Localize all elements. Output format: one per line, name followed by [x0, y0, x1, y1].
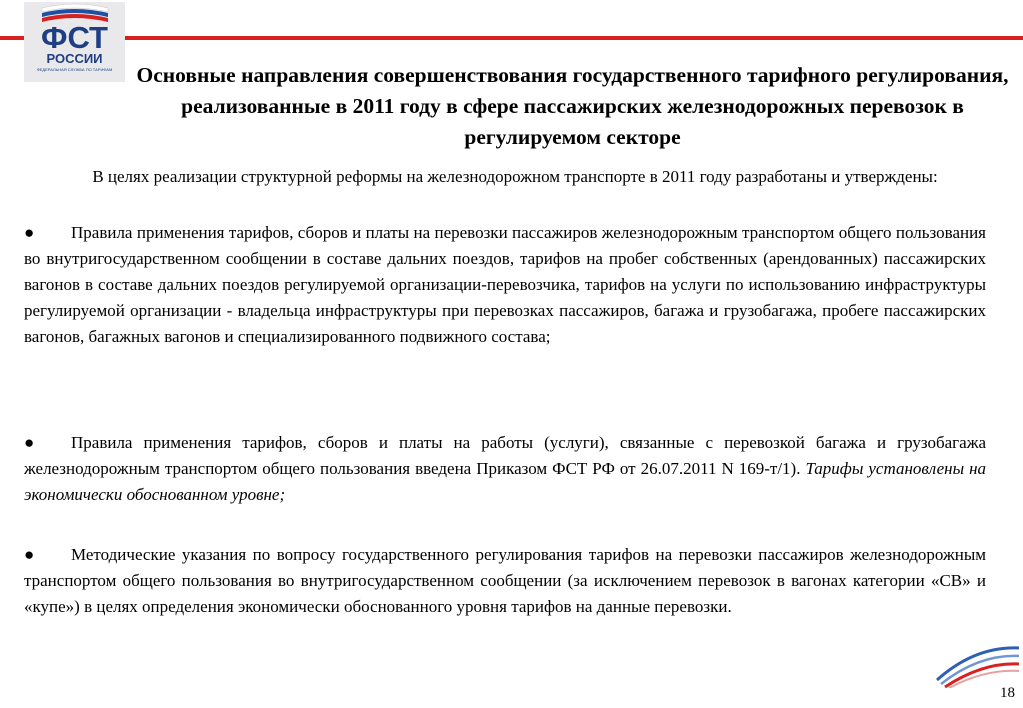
list-item-text: Правила применения тарифов, сборов и платы на перевозки пассажиров железнодорожным транспортом общего пользования во внутригосударственном сообщении в составе дальних поездов, тарифов на пробег собственных (арендованных) пассажирских вагонов в составе дальних поездов регулируемой организации-перевозчика, тарифов на услуги по использованию инфраструктуры регулируемой организации - владельца инфраструктуры при перевозках пассажиров, багажа и грузобагажа, пробеге пассажирских вагонов, багажных вагонов и специализированного подвижного состава;: [24, 223, 986, 346]
logo-brand-text: ФСТ: [40, 20, 108, 55]
fst-logo: [24, 2, 125, 82]
bullet-icon: ●: [24, 223, 35, 242]
list-item: [24, 220, 986, 350]
intro-text: В целях реализации структурной реформы на железнодорожном транспорте в 2011 году разработаны и утверждены:: [92, 167, 938, 186]
logo-subtitle-text: ФЕДЕРАЛЬНАЯ СЛУЖБА ПО ТАРИФАМ: [36, 67, 113, 72]
logo-country-text: РОССИИ: [46, 51, 103, 66]
list-item-italic-text: Тарифы установлены на экономически обоснованном уровне;: [24, 459, 987, 504]
list-item: [24, 430, 986, 508]
slide-title: Основные направления совершенствования государственного тарифного регулирования, реализованные в 2011 году в сфере пассажирских железнодорожных перевозок в регулируемом секторе: [136, 63, 1009, 149]
list-item-text: Методические указания по вопросу государственного регулирования тарифов на перевозки пассажиров железнодорожным транспортом общего пользования во внутригосударственном сообщении (за исключением перевозок в вагонах категории «СВ» и «купе») в целях определения экономически обоснованного уровня тарифов на данные перевозки.: [24, 545, 986, 616]
header-red-line: [0, 36, 1023, 40]
swoosh-decoration-icon: [935, 638, 1020, 688]
bullet-icon: ●: [24, 545, 35, 564]
bullet-icon: ●: [24, 433, 35, 452]
list-item-text: Правила применения тарифов, сборов и платы на работы (услуги), связанные с перевозкой багажа и грузобагажа железнодорожным транспортом общего пользования введена Приказом ФСТ РФ от 26.07.2011 N 169-т/1).: [24, 433, 986, 478]
page-number: 18: [1000, 685, 1015, 701]
list-item: [24, 542, 986, 620]
